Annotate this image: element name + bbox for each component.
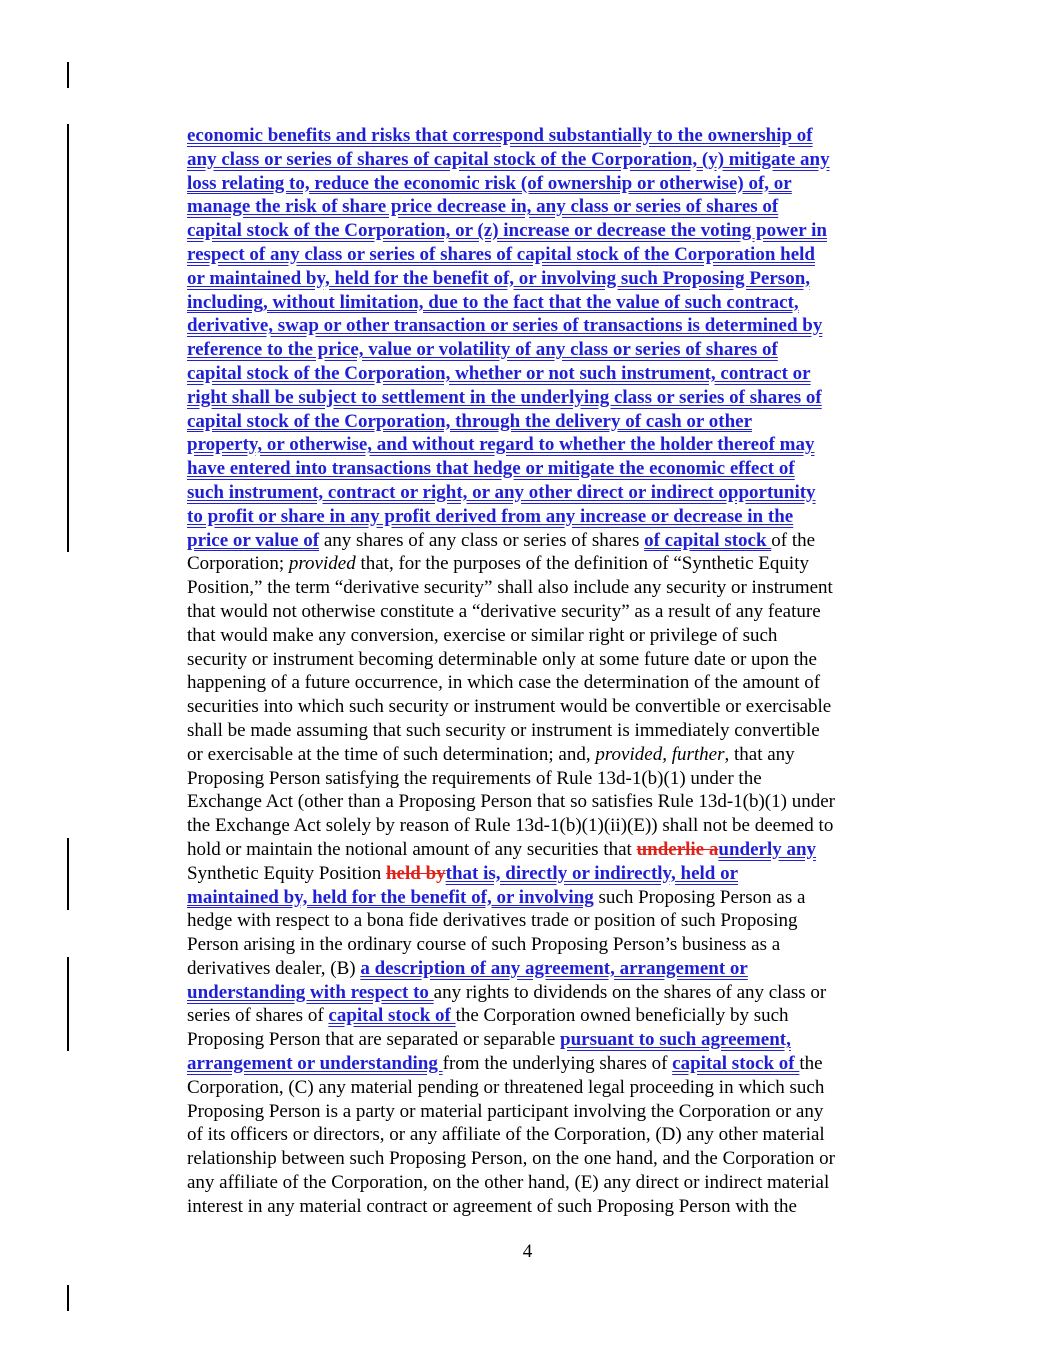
change-bar-revision-1 <box>67 838 69 910</box>
text-line <box>187 624 932 648</box>
text-line <box>187 1171 932 1195</box>
inserted-text: a description of any agreement, arrangement or <box>360 957 748 979</box>
text-run: hold or maintain the notional amount of any securities that <box>187 838 637 860</box>
inserted-text: reference to the price, value or volatility of any class or series of shares of <box>187 339 778 361</box>
text-run: the Corporation owned beneficially by such <box>455 1005 789 1027</box>
text-line <box>187 1100 932 1124</box>
text-line <box>187 1123 932 1147</box>
inserted-text: price or value of <box>187 529 320 551</box>
text-line <box>187 1076 932 1100</box>
text-line <box>187 981 932 1005</box>
text-line <box>187 1147 932 1171</box>
inserted-text: loss relating to, reduce the economic risk (of ownership or otherwise) of, or <box>187 172 792 194</box>
text-run: series of shares of <box>187 1005 329 1027</box>
inserted-text: of capital stock <box>644 529 772 551</box>
text-line <box>187 576 932 600</box>
inserted-text: economic benefits and risks that correspond substantially to the ownership of <box>187 125 813 146</box>
text-run: hedge with respect to a bona fide derivatives trade or position of such Proposing <box>187 910 798 932</box>
text-line <box>187 552 932 576</box>
text-line <box>187 314 932 338</box>
italic-text: provided <box>288 553 356 575</box>
text-line <box>187 433 932 457</box>
inserted-text: understanding with respect to <box>187 981 434 1003</box>
inserted-text: maintained by, held for the benefit of, or involving <box>187 886 594 908</box>
text-line <box>187 410 932 434</box>
text-run: that would not otherwise constitute a “derivative security” as a result of any feature <box>187 600 821 622</box>
text-line <box>187 243 932 267</box>
text-line <box>187 767 932 791</box>
text-run: security or instrument becoming determinable only at some future date or upon the <box>187 648 817 670</box>
inserted-text: have entered into transactions that hedge or mitigate the economic effect of <box>187 458 795 480</box>
text-line <box>187 1004 932 1028</box>
text-line <box>187 148 932 172</box>
text-run: or exercisable at the time of such determination; and, <box>187 743 596 765</box>
deleted-text: underlie a <box>636 838 719 860</box>
text-run: any shares of any class or series of shares <box>319 529 645 551</box>
italic-text: provided, further <box>595 743 725 765</box>
text-run: Proposing Person is a party or material participant involving the Corporation or any <box>187 1100 824 1122</box>
text-run: shall be made assuming that such security or instrument is immediately convertible <box>187 719 820 741</box>
body-text <box>187 124 932 1219</box>
text-line <box>187 291 932 315</box>
text-run: any affiliate of the Corporation, on the other hand, (E) any direct or indirect material <box>187 1172 830 1194</box>
text-line <box>187 933 932 957</box>
text-run: the <box>799 1053 823 1075</box>
text-line <box>187 814 932 838</box>
text-run: relationship between such Proposing Person, on the one hand, and the Corporation or <box>187 1148 835 1170</box>
text-run: happening of a future occurrence, in which case the determination of the amount of <box>187 672 821 694</box>
text-run: securities into which such security or instrument would be convertible or exercisable <box>187 696 832 718</box>
inserted-text: arrangement or understanding <box>187 1053 443 1075</box>
text-run: interest in any material contract or agreement of such Proposing Person with the <box>187 1195 797 1217</box>
text-run: any rights to dividends on the shares of any class or <box>433 981 827 1003</box>
inserted-text: capital stock of the Corporation, or (z) increase or decrease the voting power in <box>187 220 827 242</box>
inserted-text: respect of any class or series of shares of capital stock of the Corporation held <box>187 243 815 265</box>
text-line <box>187 1052 932 1076</box>
inserted-text: capital stock of <box>328 1005 456 1027</box>
inserted-text: right shall be subject to settlement in the underlying class or series of shares of <box>187 386 822 408</box>
text-line <box>187 338 932 362</box>
inserted-text: capital stock of the Corporation, whether or not such instrument, contract or <box>187 362 811 384</box>
text-line <box>187 909 932 933</box>
text-line <box>187 957 932 981</box>
inserted-text: manage the risk of share price decrease in, any class or series of shares of <box>187 196 779 218</box>
inserted-text: or maintained by, held for the benefit of, or involving such Proposing Person, <box>187 267 811 289</box>
page-number: 4 <box>522 1241 533 1262</box>
text-run: of the <box>771 529 816 551</box>
text-run: , that any <box>724 743 795 765</box>
text-line <box>187 219 932 243</box>
text-run: Exchange Act (other than a Proposing Person that so satisfies Rule 13d-1(b)(1) under <box>187 791 835 813</box>
text-line <box>187 838 932 862</box>
text-run: such Proposing Person as a <box>593 886 806 908</box>
change-bar-revision-2 <box>67 957 69 1051</box>
text-line <box>187 862 932 886</box>
text-line <box>187 790 932 814</box>
text-line <box>187 743 932 767</box>
text-line <box>187 481 932 505</box>
inserted-text: property, or otherwise, and without regard to whether the holder thereof may <box>187 434 815 456</box>
text-run: Synthetic Equity Position <box>187 862 386 884</box>
text-run: Proposing Person satisfying the requirements of Rule 13d-1(b)(1) under the <box>187 767 762 789</box>
text-run: from the underlying shares of <box>442 1053 673 1075</box>
text-line <box>187 172 932 196</box>
inserted-text: pursuant to such agreement, <box>560 1029 791 1051</box>
text-line <box>187 886 932 910</box>
change-bar-top <box>67 62 69 88</box>
text-run: that would make any conversion, exercise or similar right or privilege of such <box>187 624 778 646</box>
inserted-text: including, without limitation, due to the fact that the value of such contract, <box>187 291 799 313</box>
text-line <box>187 267 932 291</box>
text-run: Proposing Person that are separated or separable <box>187 1029 561 1051</box>
inserted-text: underly any <box>718 838 817 860</box>
inserted-text: such instrument, contract or right, or any other direct or indirect opportunity <box>187 481 816 503</box>
text-line <box>187 457 932 481</box>
inserted-text: any class or series of shares of capital stock of the Corporation, (y) mitigate any <box>187 148 830 170</box>
text-line <box>187 505 932 529</box>
text-line <box>187 695 932 719</box>
text-line <box>187 386 932 410</box>
text-run: Position,” the term “derivative security” shall also include any security or instrument <box>187 577 833 599</box>
inserted-text: that is, directly or indirectly, held or <box>445 862 739 884</box>
text-run: Corporation, (C) any material pending or threatened legal proceeding in which such <box>187 1076 825 1098</box>
text-line <box>187 648 932 672</box>
text-line <box>187 1028 932 1052</box>
deleted-text: held by <box>385 862 446 884</box>
change-bar-bottom <box>67 1285 69 1311</box>
text-line <box>187 124 932 148</box>
text-line <box>187 1195 932 1219</box>
change-bar-inserted-block <box>67 124 69 552</box>
inserted-text: capital stock of <box>672 1053 800 1075</box>
text-run: of its officers or directors, or any affiliate of the Corporation, (D) any other material <box>187 1124 825 1146</box>
inserted-text: capital stock of the Corporation, through the delivery of cash or other <box>187 410 753 432</box>
text-run: Person arising in the ordinary course of such Proposing Person’s business as a <box>187 934 781 956</box>
text-run: the Exchange Act solely by reason of Rule 13d-1(b)(1)(ii)(E)) shall not be deemed to <box>187 815 834 837</box>
inserted-text: to profit or share in any profit derived from any increase or decrease in the <box>187 505 794 527</box>
text-line <box>187 671 932 695</box>
text-run: that, for the purposes of the definition of “Synthetic Equity <box>355 553 809 575</box>
text-line <box>187 362 932 386</box>
text-run: Corporation; <box>187 553 289 575</box>
text-line <box>187 195 932 219</box>
text-line <box>187 719 932 743</box>
inserted-text: derivative, swap or other transaction or series of transactions is determined by <box>187 315 823 337</box>
text-line <box>187 600 932 624</box>
text-line <box>187 529 932 553</box>
text-run: derivatives dealer, (B) <box>187 957 361 979</box>
